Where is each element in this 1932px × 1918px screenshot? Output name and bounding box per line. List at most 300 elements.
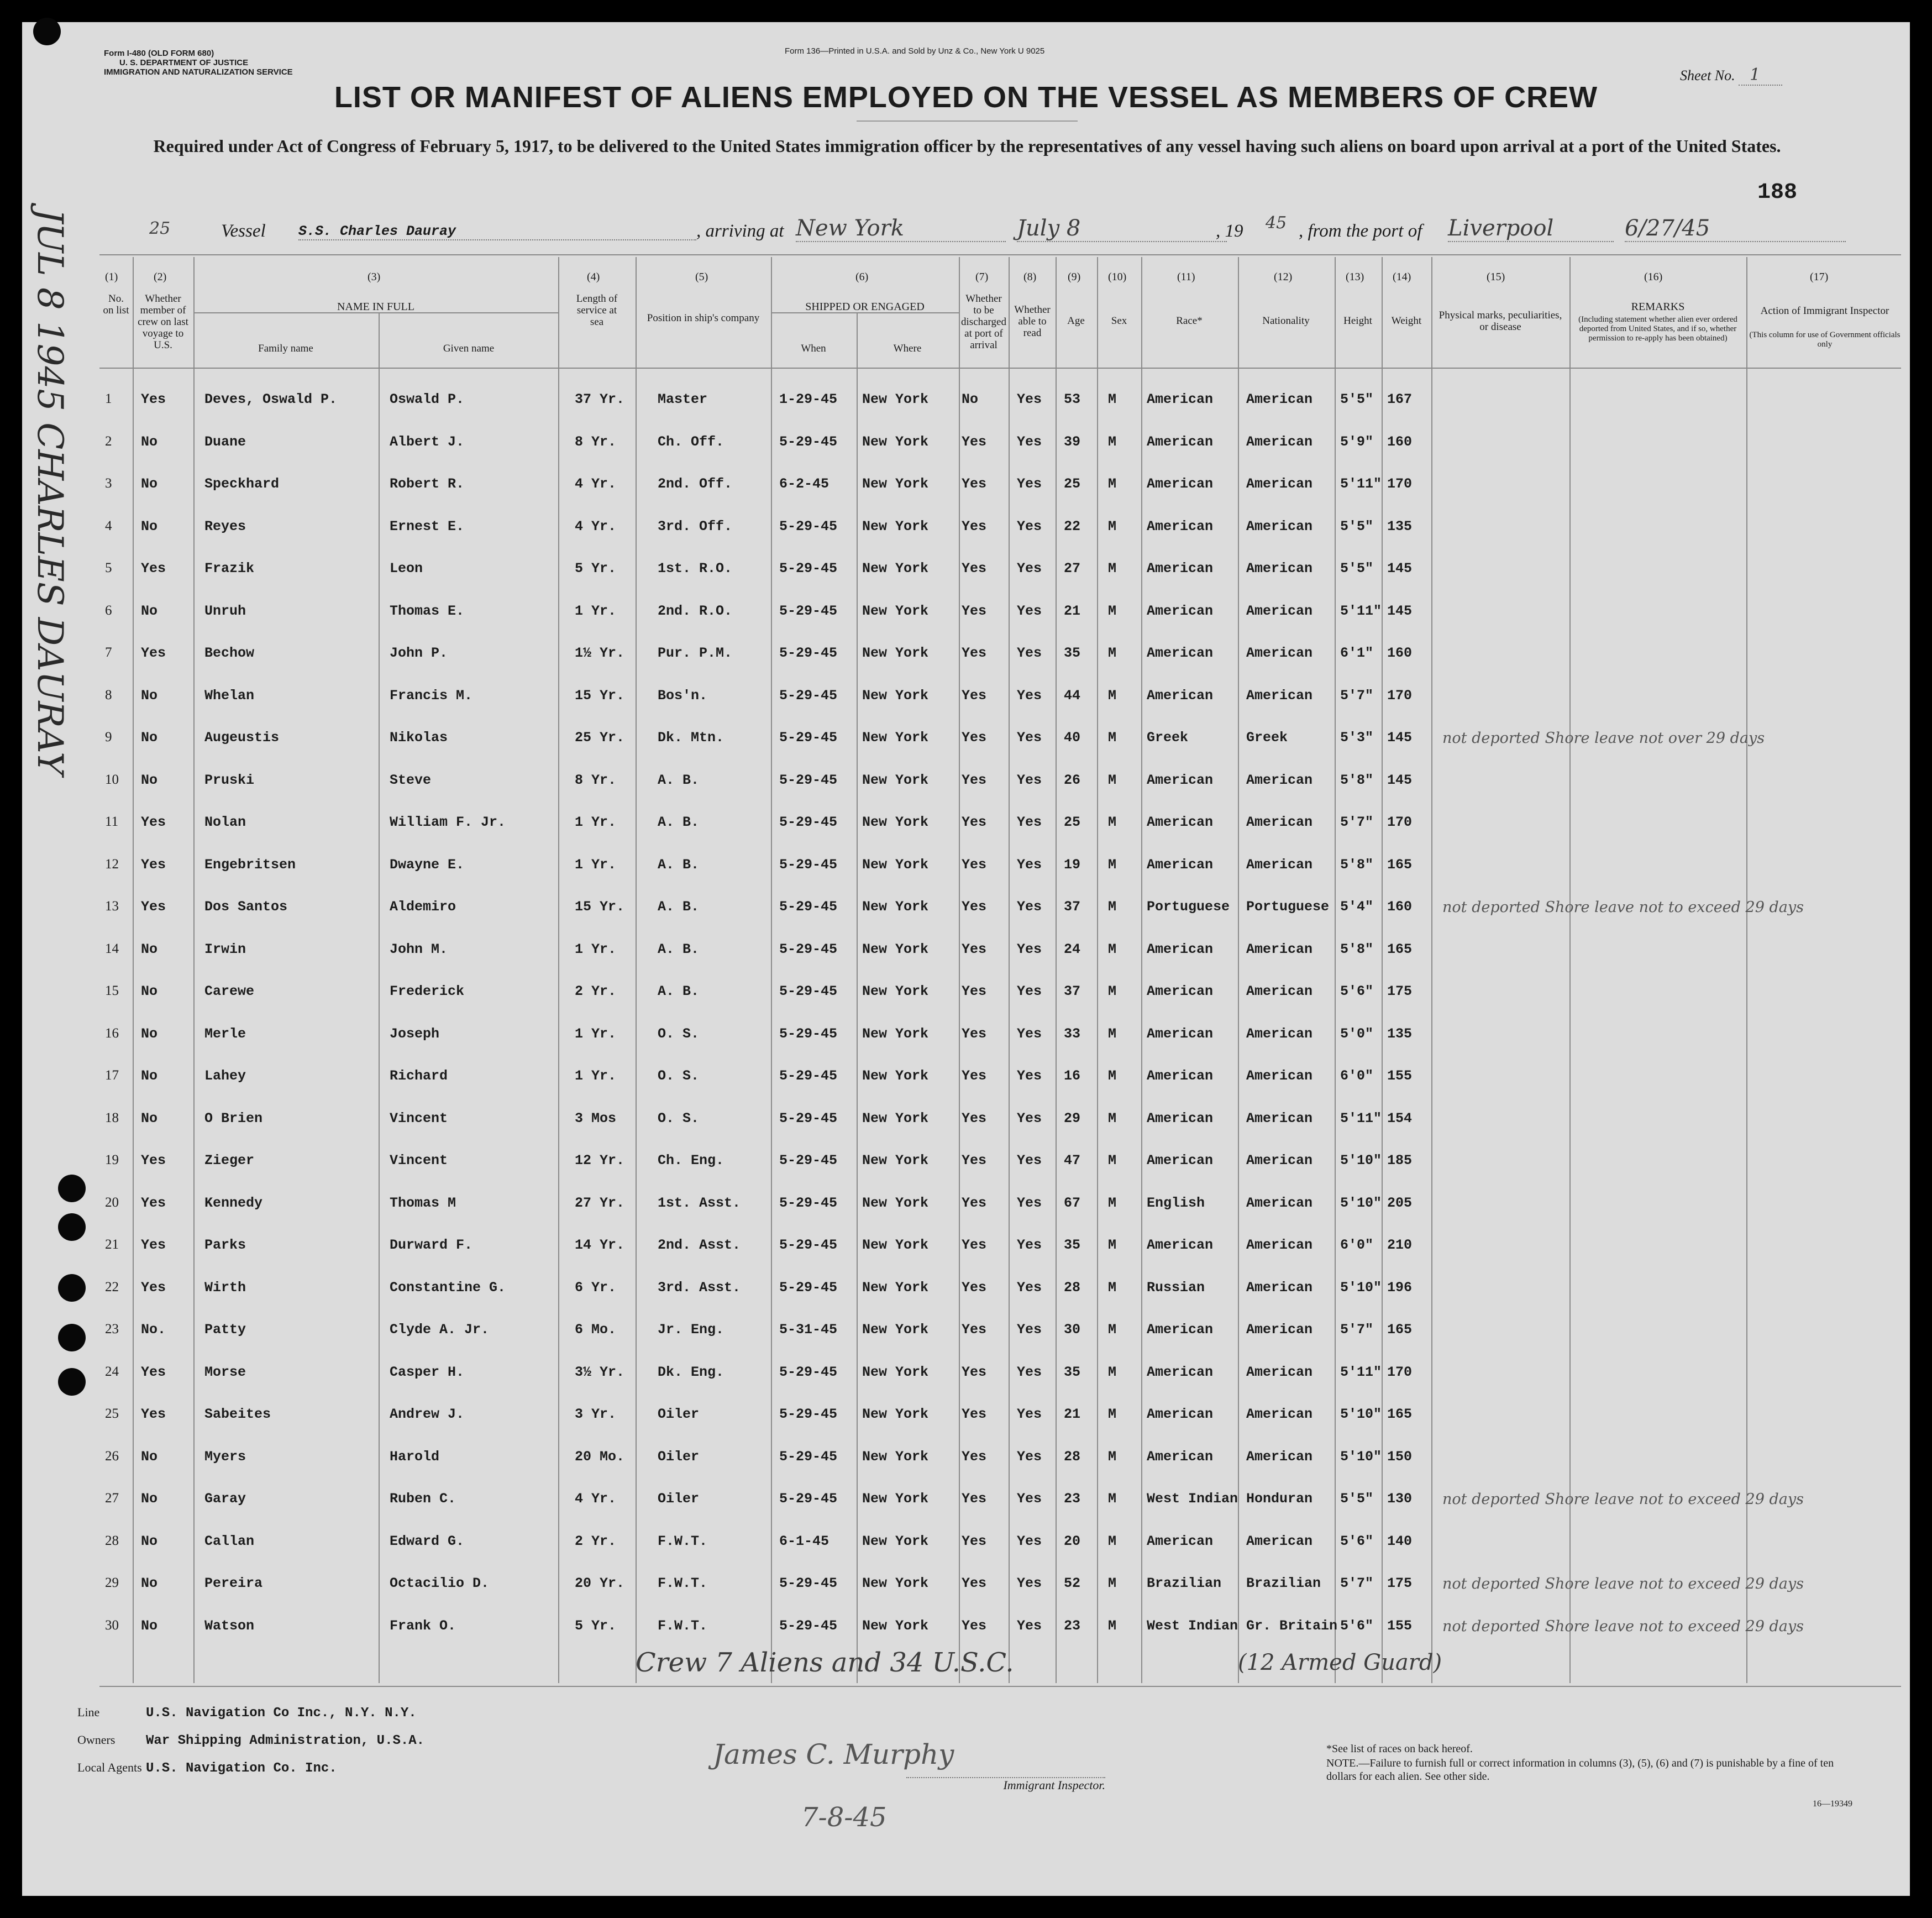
length-of-service: 3 Yr. <box>575 1406 617 1422</box>
height: 5'11" <box>1340 1364 1382 1380</box>
height: 5'5" <box>1340 518 1374 534</box>
nationality: American <box>1246 518 1313 534</box>
weight: 145 <box>1387 603 1413 619</box>
ship-position: 2nd. R.O. <box>658 603 733 619</box>
table-header-rule <box>99 368 1901 369</box>
able-to-read: Yes <box>1017 814 1042 830</box>
length-of-service: 1 Yr. <box>575 857 617 873</box>
footer-rule <box>99 1686 1901 1687</box>
shipped-where: New York <box>862 518 929 534</box>
height: 6'1" <box>1340 645 1374 661</box>
col-3-label: NAME IN FULL <box>337 301 414 313</box>
race: American <box>1147 560 1214 577</box>
age: 22 <box>1064 518 1081 534</box>
shipped-where: New York <box>862 476 929 492</box>
given-name: Richard <box>390 1068 448 1084</box>
row-number: 29 <box>105 1575 119 1590</box>
table-row <box>22 381 1910 417</box>
nationality: American <box>1246 1237 1313 1253</box>
form-id-line3: IMMIGRATION AND NATURALIZATION SERVICE <box>104 67 293 77</box>
row-number: 20 <box>105 1195 119 1210</box>
table-row <box>22 720 1910 755</box>
shipped-when: 5-29-45 <box>779 772 838 788</box>
length-of-service: 3 Mos <box>575 1110 617 1126</box>
nationality: American <box>1246 560 1313 577</box>
age: 35 <box>1064 645 1081 661</box>
given-name: Leon <box>390 560 423 577</box>
age: 53 <box>1064 391 1081 407</box>
to-be-discharged: Yes <box>962 1195 987 1211</box>
col-10-num: (10) <box>1108 271 1127 283</box>
able-to-read: Yes <box>1017 645 1042 661</box>
row-number: 18 <box>105 1110 119 1125</box>
ship-position: A. B. <box>658 814 700 830</box>
sex: M <box>1108 772 1117 788</box>
ship-position: 2nd. Asst. <box>658 1237 741 1253</box>
weight: 160 <box>1387 899 1413 915</box>
row-number: 13 <box>105 899 119 914</box>
col-10-label: Sex <box>1111 315 1127 327</box>
remarks: not deported Shore leave not to exceed 29 days <box>1442 1618 1804 1635</box>
prior-voyage: Yes <box>141 1195 166 1211</box>
race: Russian <box>1147 1280 1205 1296</box>
sex: M <box>1108 603 1117 619</box>
length-of-service: 4 Yr. <box>575 1491 617 1507</box>
col-11-num: (11) <box>1177 271 1195 283</box>
nationality: American <box>1246 1068 1313 1084</box>
length-of-service: 3½ Yr. <box>575 1364 625 1380</box>
weight: 135 <box>1387 518 1413 534</box>
footer-line <box>77 1705 417 1721</box>
age: 23 <box>1064 1618 1081 1634</box>
page-subtitle: Required under Act of Congress of February 5, 1917, to be delivered to the United States immigration officer by the representatives of any vessel having such aliens on board upon arrival at a port of the United States. <box>153 136 1781 156</box>
ship-position: 1st. Asst. <box>658 1195 741 1211</box>
ship-position: Dk. Eng. <box>658 1364 725 1380</box>
shipped-where: New York <box>862 645 929 661</box>
row-number: 30 <box>105 1618 119 1633</box>
shipped-where: New York <box>862 1195 929 1211</box>
race: American <box>1147 1364 1214 1380</box>
table-row <box>22 509 1910 544</box>
shipped-where: New York <box>862 560 929 577</box>
race: American <box>1147 518 1214 534</box>
to-be-discharged: Yes <box>962 1364 987 1380</box>
able-to-read: Yes <box>1017 1575 1042 1591</box>
to-be-discharged: Yes <box>962 814 987 830</box>
length-of-service: 1 Yr. <box>575 1068 617 1084</box>
table-row <box>22 1016 1910 1051</box>
prior-voyage: No <box>141 518 158 534</box>
vessel-name: S.S. Charles Dauray <box>298 223 696 240</box>
shipped-when: 5-29-45 <box>779 1618 838 1634</box>
binder-hole <box>58 1274 86 1302</box>
shipped-when: 5-29-45 <box>779 1026 838 1042</box>
family-name: Dos Santos <box>204 899 288 915</box>
sex: M <box>1108 391 1117 407</box>
prior-voyage: Yes <box>141 560 166 577</box>
ship-position: Oiler <box>658 1491 700 1507</box>
prior-voyage: Yes <box>141 899 166 915</box>
given-name: Constantine G. <box>390 1280 506 1296</box>
sex: M <box>1108 1491 1117 1507</box>
shipped-where: New York <box>862 857 929 873</box>
height: 5'9" <box>1340 434 1374 450</box>
able-to-read: Yes <box>1017 391 1042 407</box>
family-name: Wirth <box>204 1280 246 1296</box>
row-number: 24 <box>105 1364 119 1379</box>
nationality: American <box>1246 1280 1313 1296</box>
length-of-service: 2 Yr. <box>575 1533 617 1549</box>
binder-hole <box>33 18 61 45</box>
inspector-signature: James C. Murphy <box>713 1738 954 1770</box>
prior-voyage: Yes <box>141 1406 166 1422</box>
shipped-where: New York <box>862 1364 929 1380</box>
year-prefix: , 19 <box>1216 221 1243 241</box>
age: 25 <box>1064 814 1081 830</box>
length-of-service: 6 Yr. <box>575 1280 617 1296</box>
given-name: Oswald P. <box>390 391 465 407</box>
prior-voyage: No <box>141 1575 158 1591</box>
length-of-service: 1 Yr. <box>575 603 617 619</box>
sex: M <box>1108 434 1117 450</box>
nationality: American <box>1246 1195 1313 1211</box>
weight: 160 <box>1387 645 1413 661</box>
col-12-num: (12) <box>1274 271 1293 283</box>
table-row <box>22 1143 1910 1178</box>
family-name: Irwin <box>204 941 246 957</box>
prior-voyage: No <box>141 476 158 492</box>
family-name: Callan <box>204 1533 255 1549</box>
ship-position: A. B. <box>658 983 700 999</box>
nationality: American <box>1246 688 1313 704</box>
col-14-label: Weight <box>1391 315 1422 327</box>
row-number: 27 <box>105 1491 119 1506</box>
weight: 170 <box>1387 688 1413 704</box>
weight: 167 <box>1387 391 1413 407</box>
prior-voyage: No <box>141 983 158 999</box>
nationality: American <box>1246 814 1313 830</box>
binder-hole <box>58 1213 86 1241</box>
weight: 160 <box>1387 434 1413 450</box>
binder-hole <box>58 1324 86 1351</box>
footer-owners <box>77 1733 424 1748</box>
height: 5'8" <box>1340 857 1374 873</box>
sex: M <box>1108 518 1117 534</box>
table-row <box>22 424 1910 459</box>
prior-voyage: No <box>141 434 158 450</box>
family-name: Myers <box>204 1449 246 1465</box>
given-name: Aldemiro <box>390 899 456 915</box>
agents-value: U.S. Navigation Co. Inc. <box>146 1761 337 1776</box>
col-15-label: Physical marks, peculiarities, or disease <box>1439 310 1562 333</box>
race: American <box>1147 814 1214 830</box>
able-to-read: Yes <box>1017 1533 1042 1549</box>
remarks: not deported Shore leave not to exceed 29 days <box>1442 899 1804 916</box>
race: American <box>1147 1533 1214 1549</box>
row-number: 2 <box>105 434 112 449</box>
given-name: Vincent <box>390 1152 448 1168</box>
to-be-discharged: Yes <box>962 1237 987 1253</box>
length-of-service: 5 Yr. <box>575 560 617 577</box>
col-16-label: REMARKS <box>1631 301 1685 313</box>
given-name: Joseph <box>390 1026 440 1042</box>
table-row <box>22 1396 1910 1432</box>
port-label: , from the port of <box>1299 221 1422 241</box>
col-2-label: Whether member of crew on last voyage to U.S. <box>138 293 188 351</box>
vessel-line <box>133 213 1791 249</box>
nationality: Honduran <box>1246 1491 1313 1507</box>
shipped-where: New York <box>862 1068 929 1084</box>
row-number: 17 <box>105 1068 119 1083</box>
age: 21 <box>1064 603 1081 619</box>
length-of-service: 4 Yr. <box>575 518 617 534</box>
age: 47 <box>1064 1152 1081 1168</box>
shipped-where: New York <box>862 814 929 830</box>
age: 30 <box>1064 1322 1081 1338</box>
race: Portuguese <box>1147 899 1230 915</box>
ship-position: F.W.T. <box>658 1533 708 1549</box>
height: 5'6" <box>1340 1533 1374 1549</box>
table-row <box>22 889 1910 924</box>
shipped-where: New York <box>862 1280 929 1296</box>
ship-position: Pur. P.M. <box>658 645 733 661</box>
prior-voyage: Yes <box>141 1280 166 1296</box>
weight: 145 <box>1387 560 1413 577</box>
prior-voyage: No. <box>141 1322 166 1338</box>
age: 35 <box>1064 1364 1081 1380</box>
height: 5'7" <box>1340 1322 1374 1338</box>
sex: M <box>1108 1195 1117 1211</box>
prior-voyage: No <box>141 1068 158 1084</box>
shipped-where: New York <box>862 1406 929 1422</box>
to-be-discharged: Yes <box>962 1491 987 1507</box>
height: 5'6" <box>1340 983 1374 999</box>
family-name: Engebritsen <box>204 857 296 873</box>
crew-summary: Crew 7 Aliens and 34 U.S.C. <box>636 1647 1014 1678</box>
table-row <box>22 1185 1910 1220</box>
weight: 130 <box>1387 1491 1413 1507</box>
table-row <box>22 1439 1910 1474</box>
able-to-read: Yes <box>1017 1237 1042 1253</box>
ship-position: O. S. <box>658 1026 700 1042</box>
to-be-discharged: Yes <box>962 772 987 788</box>
table-row <box>22 678 1910 713</box>
arriving-at: New York <box>796 216 1006 242</box>
able-to-read: Yes <box>1017 1364 1042 1380</box>
sex: M <box>1108 1364 1117 1380</box>
family-name: Parks <box>204 1237 246 1253</box>
col-5-num: (5) <box>695 271 708 283</box>
family-name: O Brien <box>204 1110 263 1126</box>
col-7-num: (7) <box>975 271 989 283</box>
ship-position: 3rd. Asst. <box>658 1280 741 1296</box>
table-row <box>22 1354 1910 1390</box>
given-name: Francis M. <box>390 688 473 704</box>
given-name: William F. Jr. <box>390 814 506 830</box>
age: 23 <box>1064 1491 1081 1507</box>
prior-voyage: No <box>141 1533 158 1549</box>
prior-voyage: No <box>141 1026 158 1042</box>
age: 37 <box>1064 899 1081 915</box>
col-3-sub2: Given name <box>443 343 495 354</box>
inspector-label: Immigrant Inspector. <box>906 1777 1105 1793</box>
prior-voyage: No <box>141 688 158 704</box>
to-be-discharged: Yes <box>962 983 987 999</box>
given-name: John M. <box>390 941 448 957</box>
able-to-read: Yes <box>1017 1491 1042 1507</box>
sex: M <box>1108 1026 1117 1042</box>
table-row <box>22 1312 1910 1347</box>
age: 67 <box>1064 1195 1081 1211</box>
row-number: 21 <box>105 1237 119 1252</box>
col-16-num: (16) <box>1644 271 1663 283</box>
length-of-service: 8 Yr. <box>575 772 617 788</box>
age: 39 <box>1064 434 1081 450</box>
ship-position: Ch. Eng. <box>658 1152 725 1168</box>
race: American <box>1147 1110 1214 1126</box>
shipped-when: 5-29-45 <box>779 645 838 661</box>
shipped-when: 5-29-45 <box>779 983 838 999</box>
sex: M <box>1108 1533 1117 1549</box>
prior-voyage: No <box>141 603 158 619</box>
col-5-label: Position in ship's company <box>647 312 760 324</box>
height: 6'0" <box>1340 1237 1374 1253</box>
race: American <box>1147 434 1214 450</box>
prior-voyage: Yes <box>141 391 166 407</box>
nationality: American <box>1246 1110 1313 1126</box>
able-to-read: Yes <box>1017 434 1042 450</box>
able-to-read: Yes <box>1017 560 1042 577</box>
ship-position: Dk. Mtn. <box>658 730 725 746</box>
to-be-discharged: Yes <box>962 1110 987 1126</box>
length-of-service: 1 Yr. <box>575 941 617 957</box>
ship-position: 1st. R.O. <box>658 560 733 577</box>
weight: 170 <box>1387 1364 1413 1380</box>
remarks: not deported Shore leave not over 29 days <box>1442 730 1765 747</box>
prior-voyage: Yes <box>141 1237 166 1253</box>
table-row <box>22 1101 1910 1136</box>
shipped-when: 5-29-45 <box>779 1152 838 1168</box>
footer-agents <box>77 1760 337 1776</box>
to-be-discharged: Yes <box>962 1026 987 1042</box>
col-16-sub: (Including statement whether alien ever ordered deported from United States, and if so, whether permission to re-apply has been obtained) <box>1578 315 1737 343</box>
length-of-service: 4 Yr. <box>575 476 617 492</box>
race: American <box>1147 772 1214 788</box>
table-row <box>22 762 1910 798</box>
table-row <box>22 1481 1910 1516</box>
age: 37 <box>1064 983 1081 999</box>
able-to-read: Yes <box>1017 730 1042 746</box>
shipped-when: 5-29-45 <box>779 688 838 704</box>
race: American <box>1147 1152 1214 1168</box>
col-13-label: Height <box>1343 315 1372 327</box>
prior-voyage: Yes <box>141 1152 166 1168</box>
family-name: Lahey <box>204 1068 246 1084</box>
prior-voyage: No <box>141 1618 158 1634</box>
title-rule <box>857 120 1078 122</box>
arriving-label: , arriving at <box>696 221 784 241</box>
weight: 155 <box>1387 1068 1413 1084</box>
shipped-when: 5-29-45 <box>779 1406 838 1422</box>
nationality: American <box>1246 1449 1313 1465</box>
shipped-when: 5-29-45 <box>779 857 838 873</box>
weight: 175 <box>1387 1575 1413 1591</box>
family-name: Watson <box>204 1618 255 1634</box>
to-be-discharged: Yes <box>962 899 987 915</box>
able-to-read: Yes <box>1017 603 1042 619</box>
shipped-when: 5-29-45 <box>779 1364 838 1380</box>
age: 29 <box>1064 1110 1081 1126</box>
race: American <box>1147 1406 1214 1422</box>
weight: 210 <box>1387 1237 1413 1253</box>
height: 5'7" <box>1340 814 1374 830</box>
sex: M <box>1108 730 1117 746</box>
col-17-label: Action of Immigrant Inspector <box>1760 305 1889 317</box>
shipped-where: New York <box>862 772 929 788</box>
nationality: American <box>1246 645 1313 661</box>
family-name: Pruski <box>204 772 255 788</box>
sex: M <box>1108 476 1117 492</box>
family-name: Carewe <box>204 983 255 999</box>
race: American <box>1147 941 1214 957</box>
age: 27 <box>1064 560 1081 577</box>
given-name: Octacilio D. <box>390 1575 490 1591</box>
to-be-discharged: Yes <box>962 941 987 957</box>
form-id-line2: U. S. DEPARTMENT OF JUSTICE <box>119 58 249 67</box>
shipped-when: 6-2-45 <box>779 476 830 492</box>
to-be-discharged: No <box>962 391 979 407</box>
table-row <box>22 1227 1910 1262</box>
page-title: LIST OR MANIFEST OF ALIENS EMPLOYED ON THE VESSEL AS MEMBERS OF CREW <box>334 81 1598 114</box>
nationality: American <box>1246 1406 1313 1422</box>
nationality: American <box>1246 434 1313 450</box>
shipped-when: 5-29-45 <box>779 518 838 534</box>
race: American <box>1147 391 1214 407</box>
sex: M <box>1108 560 1117 577</box>
race: American <box>1147 1068 1214 1084</box>
weight: 140 <box>1387 1533 1413 1549</box>
table-row <box>22 973 1910 1009</box>
ship-position: 3rd. Off. <box>658 518 733 534</box>
ship-position: F.W.T. <box>658 1575 708 1591</box>
prior-voyage: No <box>141 772 158 788</box>
height: 5'10" <box>1340 1449 1382 1465</box>
row-number: 25 <box>105 1406 119 1421</box>
weight: 154 <box>1387 1110 1413 1126</box>
race: American <box>1147 1026 1214 1042</box>
nationality: American <box>1246 391 1313 407</box>
page-stamp: 188 <box>1757 180 1798 205</box>
ship-position: Oiler <box>658 1406 700 1422</box>
shipped-where: New York <box>862 1449 929 1465</box>
table-row <box>22 1565 1910 1601</box>
inspection-date: 7-8-45 <box>801 1802 887 1833</box>
height: 5'7" <box>1340 688 1374 704</box>
given-name: Casper H. <box>390 1364 465 1380</box>
family-name: Merle <box>204 1026 246 1042</box>
family-name: Bechow <box>204 645 255 661</box>
shipped-when: 5-29-45 <box>779 434 838 450</box>
row-number: 26 <box>105 1449 119 1464</box>
race: Brazilian <box>1147 1575 1222 1591</box>
line-label: Line <box>77 1705 100 1719</box>
table-row <box>22 593 1910 628</box>
length-of-service: 27 Yr. <box>575 1195 625 1211</box>
shipped-when: 5-29-45 <box>779 1110 838 1126</box>
able-to-read: Yes <box>1017 1195 1042 1211</box>
family-name: Deves, Oswald P. <box>204 391 338 407</box>
weight: 165 <box>1387 941 1413 957</box>
